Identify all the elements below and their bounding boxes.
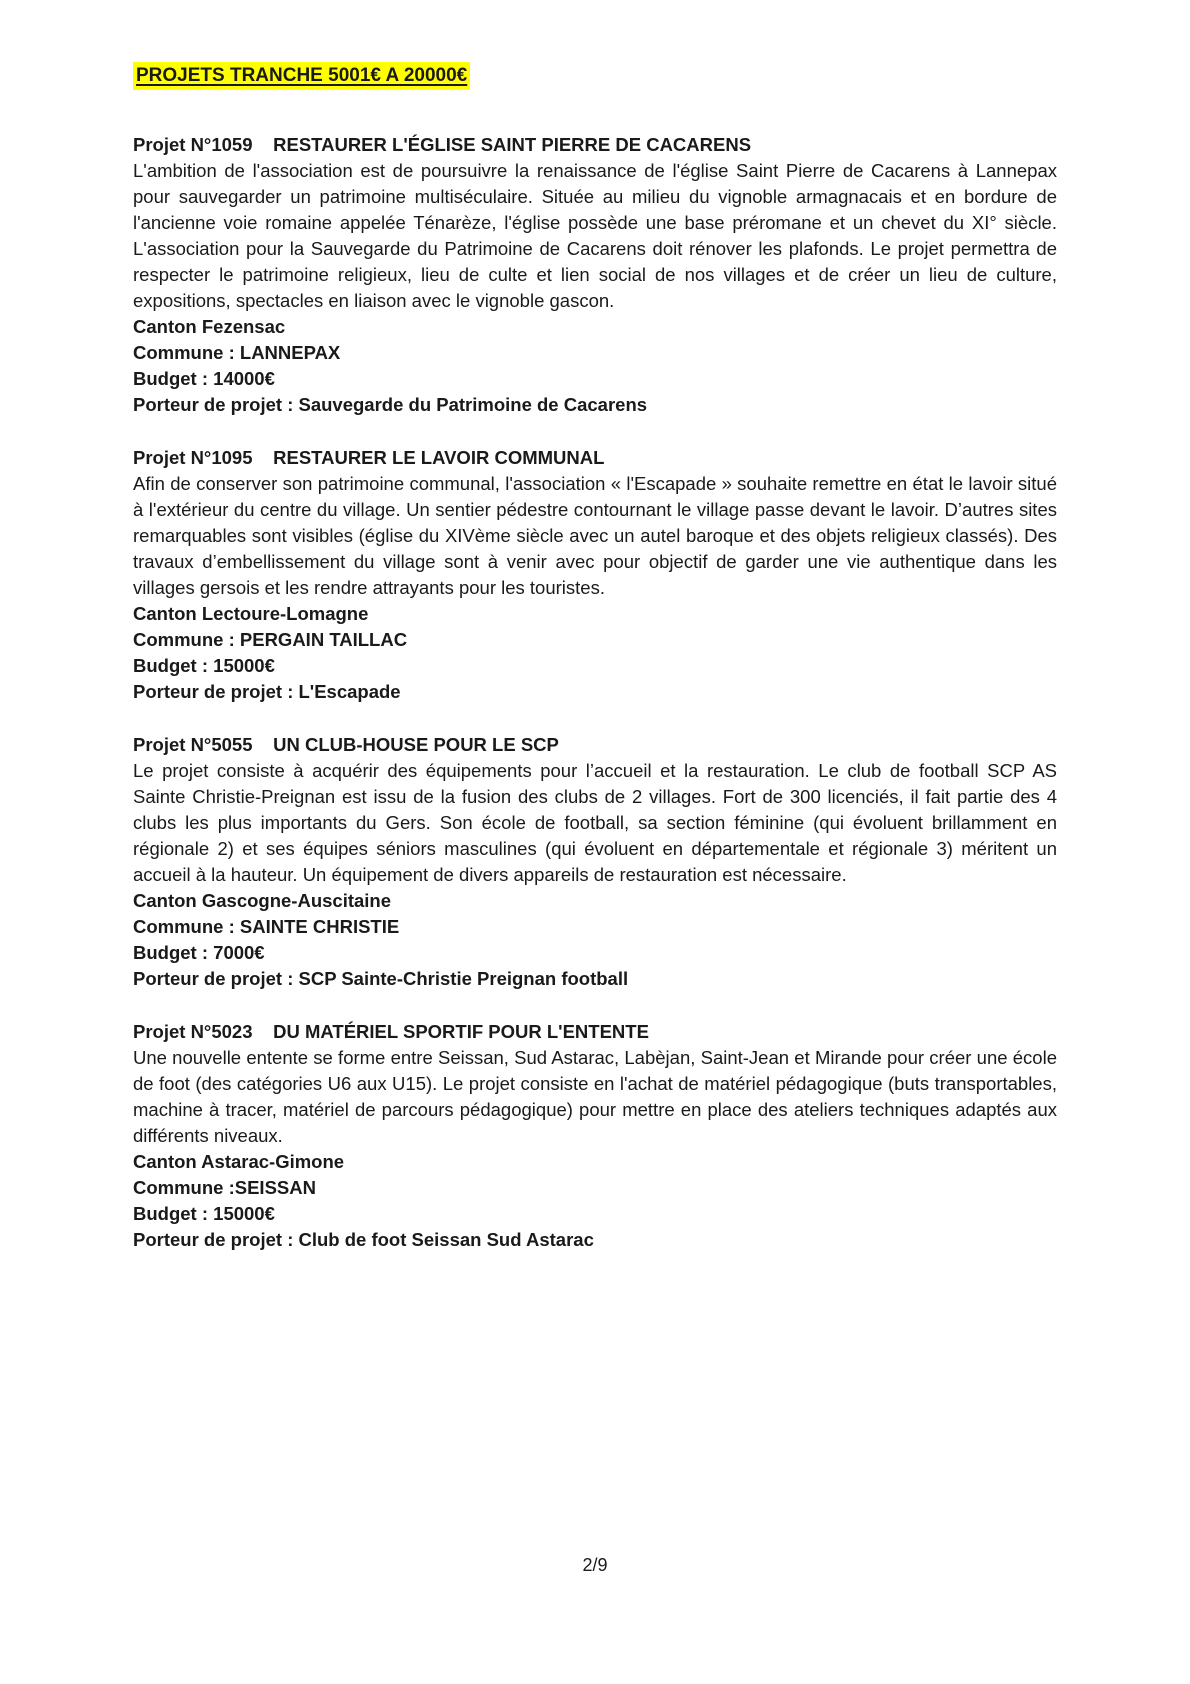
project-section [133,132,1057,418]
project-commune: Commune : LANNEPAX [133,342,341,363]
project-section [133,732,1057,992]
project-porteur: Porteur de projet : Sauvegarde du Patrimoine de Cacarens [133,394,648,415]
project-title: DU MATÉRIEL SPORTIF POUR L'ENTENTE [273,1021,649,1042]
project-section [133,1019,1057,1253]
project-canton: Canton Gascogne-Auscitaine [133,890,392,911]
page-heading: PROJETS TRANCHE 5001€ A 20000€ [133,62,470,90]
page-number: 2/9 [582,1555,608,1575]
project-header [133,445,1057,471]
project-commune: Commune : SAINTE CHRISTIE [133,916,400,937]
project-header [133,1019,1057,1045]
project-number: Projet N°5055 [133,734,253,755]
project-section [133,445,1057,705]
project-description: Une nouvelle entente se forme entre Seissan, Sud Astarac, Labèjan, Saint-Jean et Mirande pour créer une école de foot (des catégories U6 aux U15). Le projet consiste en l'achat de matériel pédagogique (buts transportables, machine à tracer, matériel de parcours pédagogique) pour mettre en place des ateliers techniques adaptés aux différents niveaux. [133,1047,1057,1146]
project-title: UN CLUB-HOUSE POUR LE SCP [273,734,559,755]
project-description: Le projet consiste à acquérir des équipements pour l’accueil et la restauration. Le club de football SCP AS Sainte Christie-Preignan est issu de la fusion des clubs de 2 villages. Fort de 300 licenciés, il fait partie des 4 clubs les plus importants du Gers. Son école de football, sa section féminine (qui évoluent brillamment en régionale 2) et ses équipes séniors masculines (qui évoluent en départementale et régionale 3) méritent un accueil à la hauteur. Un équipement de divers appareils de restauration est nécessaire. [133,760,1057,885]
project-budget: Budget : 15000€ [133,655,275,676]
project-budget: Budget : 15000€ [133,1203,275,1224]
project-number: Projet N°1095 [133,447,253,468]
project-header [133,132,1057,158]
project-title: RESTAURER L'ÉGLISE SAINT PIERRE DE CACARENS [273,134,752,155]
project-porteur: Porteur de projet : L'Escapade [133,681,401,702]
project-canton: Canton Fezensac [133,316,286,337]
project-number: Projet N°1059 [133,134,253,155]
project-commune: Commune : PERGAIN TAILLAC [133,629,408,650]
project-porteur: Porteur de projet : Club de foot Seissan Sud Astarac [133,1229,594,1250]
project-commune: Commune :SEISSAN [133,1177,316,1198]
project-header [133,732,1057,758]
project-canton: Canton Lectoure-Lomagne [133,603,369,624]
project-canton: Canton Astarac-Gimone [133,1151,345,1172]
project-porteur: Porteur de projet : SCP Sainte-Christie Preignan football [133,968,629,989]
project-description: Afin de conserver son patrimoine communal, l'association « l'Escapade » souhaite remettre en état le lavoir situé à l'extérieur du centre du village. Un sentier pédestre contournant le village passe devant le lavoir. D’autres sites remarquables sont visibles (église du XIVème siècle avec un autel baroque et des objets religieux classés). Des travaux d’embellissement du village sont à venir avec pour objectif de garder une vie authentique dans les villages gersois et les rendre attrayants pour les touristes. [133,473,1057,598]
project-description: L'ambition de l'association est de poursuivre la renaissance de l'église Saint Pierre de Cacarens à Lannepax pour sauvegarder un patrimoine multiséculaire. Située au milieu du vignoble armagnacais et en bordure de l'ancienne voie romaine appelée Ténarèze, l'église possède une base préromane et un chevet du XI° siècle. L'association pour la Sauvegarde du Patrimoine de Cacarens doit rénover les plafonds. Le projet permettra de respecter le patrimoine religieux, lieu de culte et lien social de nos villages et de créer un lieu de culture, expositions, spectacles en liaison avec le vignoble gascon. [133,160,1057,311]
heading-row [133,62,1057,132]
project-number: Projet N°5023 [133,1021,253,1042]
project-budget: Budget : 7000€ [133,942,265,963]
project-budget: Budget : 14000€ [133,368,275,389]
project-title: RESTAURER LE LAVOIR COMMUNAL [273,447,605,468]
